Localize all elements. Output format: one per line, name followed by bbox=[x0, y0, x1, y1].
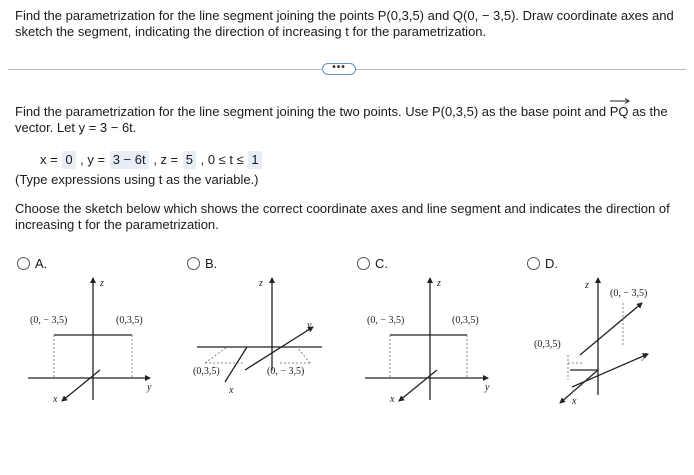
eq-y-label: , y = bbox=[76, 152, 109, 167]
option-c[interactable] bbox=[357, 256, 388, 271]
y-axis-label: y bbox=[147, 382, 152, 393]
answer-equations bbox=[40, 151, 263, 169]
eq-x-label: x = bbox=[40, 152, 62, 167]
option-b-letter: B. bbox=[205, 256, 218, 271]
radio-c[interactable] bbox=[357, 257, 370, 270]
x-axis-label: x bbox=[572, 396, 577, 407]
point-label-2: (0,3,5) bbox=[534, 339, 561, 350]
vector-arrow-icon bbox=[610, 98, 630, 104]
answer-y[interactable]: 3 − 6t bbox=[110, 151, 149, 169]
y-axis-label: y bbox=[307, 320, 312, 331]
radio-d[interactable] bbox=[527, 257, 540, 270]
vector-label: PQ bbox=[609, 104, 629, 119]
x-axis-label: x bbox=[229, 385, 234, 396]
x-axis bbox=[560, 370, 598, 403]
dash-4 bbox=[297, 347, 310, 363]
x-axis-label: x bbox=[390, 394, 395, 405]
eq-t-label: , 0 ≤ t ≤ bbox=[197, 152, 248, 167]
hint-text: (Type expressions using t as the variable.) bbox=[15, 172, 259, 187]
option-c-graph[interactable] bbox=[355, 270, 505, 415]
y-axis-label: y bbox=[642, 350, 647, 361]
option-a-letter: A. bbox=[35, 256, 48, 271]
z-axis-label: z bbox=[100, 278, 104, 289]
option-c-letter: C. bbox=[375, 256, 388, 271]
eq-z-label: , z = bbox=[149, 152, 182, 167]
point-label-1: (0, − 3,5) bbox=[610, 288, 648, 299]
x-axis bbox=[399, 370, 437, 401]
option-b[interactable] bbox=[187, 256, 217, 271]
option-d-letter: D. bbox=[545, 256, 558, 271]
answer-x[interactable]: 0 bbox=[62, 151, 75, 169]
option-a-graph[interactable] bbox=[20, 270, 170, 415]
option-d[interactable] bbox=[527, 256, 558, 271]
choose-text: Choose the sketch below which shows the correct coordinate axes and line segment and indicates the direction of increasing t for the parametrization. bbox=[15, 201, 670, 232]
answer-t[interactable]: 1 bbox=[248, 151, 261, 169]
point-label-2: (0, − 3,5) bbox=[267, 366, 305, 377]
z-axis-label: z bbox=[585, 280, 589, 291]
option-b-graph[interactable] bbox=[185, 270, 335, 415]
answer-z[interactable]: 5 bbox=[183, 151, 196, 169]
prompt-text-after: as the vector. Let y = 3 − 6t. bbox=[15, 104, 668, 135]
prompt-text-before: Find the parametrization for the line segment joining the two points. Use P(0,3,5) as the base point and bbox=[15, 104, 610, 119]
radio-a[interactable] bbox=[17, 257, 30, 270]
point-label-1: (0, − 3,5) bbox=[367, 315, 405, 326]
point-label-2: (0,3,5) bbox=[452, 315, 479, 326]
part-prompt bbox=[15, 104, 685, 136]
point-label-1: (0,3,5) bbox=[193, 366, 220, 377]
option-d-graph[interactable] bbox=[530, 270, 685, 415]
more-button[interactable]: ••• bbox=[322, 63, 356, 75]
radio-b[interactable] bbox=[187, 257, 200, 270]
question-text: Find the parametrization for the line segment joining the points P(0,3,5) and Q(0, − 3,5). Draw coordinate axes and sketch the segment, indicating the direction of increasing t for the parametrization. bbox=[15, 8, 674, 39]
y-axis bbox=[245, 327, 313, 370]
x-axis-diag bbox=[225, 347, 247, 382]
option-a[interactable] bbox=[17, 256, 47, 271]
vector-pq bbox=[610, 104, 629, 120]
x-axis bbox=[62, 370, 100, 401]
dash-1 bbox=[205, 347, 227, 363]
point-label-1: (0, − 3,5) bbox=[30, 315, 68, 326]
z-axis-label: z bbox=[437, 278, 441, 289]
segment bbox=[580, 303, 642, 355]
point-label-2: (0,3,5) bbox=[116, 315, 143, 326]
y-axis-label: y bbox=[485, 382, 490, 393]
x-axis-label: x bbox=[53, 394, 58, 405]
z-axis-label: z bbox=[259, 278, 263, 289]
